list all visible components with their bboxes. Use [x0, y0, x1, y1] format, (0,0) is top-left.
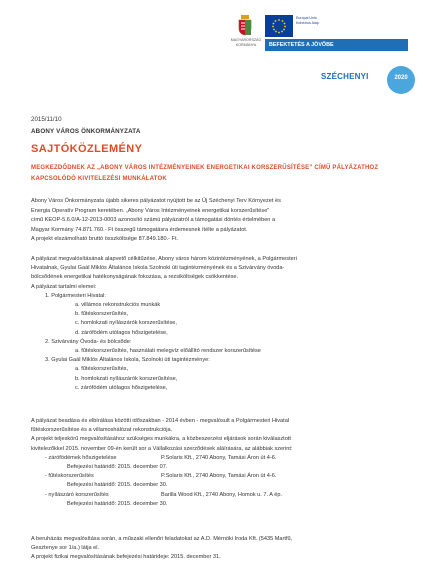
list-item: d. zárófödém utólagos hőszigetelése,	[75, 329, 168, 336]
list-item: a. fűtéskorszerűsítés, használati melegvíz előállító rendszer korszerűsítése	[75, 348, 261, 355]
szechenyi-year: 2020	[394, 75, 408, 81]
list-item: c. homlokzati nyílászárók korszerűsítése,	[75, 320, 177, 327]
government-caption: MAGYARORSZÁG KORMÁNYA	[230, 38, 262, 47]
invest-banner: BEFEKTETÉS A JÖVŐBE	[265, 39, 408, 51]
closing-section: A beruházás megvalósítása során, a műszaki ellenőri feladatokat az A.D. Mérnöki Iroda Kft. (5435 Martfű, Gesztenye sor 1/a.) látja el. A projekt fizikai megvalósításának befejezési határideje: 2015. december 31.	[31, 536, 293, 561]
list-item: c. zárófödém utólagos hőszigetelése,	[75, 384, 168, 391]
document-date: 2015/11/10	[31, 116, 62, 123]
press-release-title: SAJTÓKÖZLEMÉNY	[31, 143, 143, 155]
work-row: - fűtéskorszerűsítés P.Solaris Kft., 2740 Abony, Tamási Áron út 4-6.	[45, 473, 277, 480]
list-item: 1. Polgármesteri Hivatal:	[45, 292, 106, 299]
list-item: 3. Gyulai Gaál Miklós Általános Iskola, Szolnoki úti tagintézménye:	[45, 357, 210, 364]
szechenyi-logo	[321, 66, 413, 98]
list-item: 2. Szivárvány Óvoda- és bölcsőde:	[45, 338, 132, 345]
hungarian-crest-icon	[236, 14, 254, 36]
body-section: A pályázat megvalósításának alapvető célkitűzése, Abony város három közintézményének, a Polgármesteri Hivatalnak, Gyulai Gaál Miklós Általános Iskola Szolnoki úti tagintézményének és a Szivárvány óvoda- bölcsődének energetikai hatékonyságának fokozása, a rezsiköltségek csökkentése. A pályázat tartalmi elemei: 1. Polgármesteri Hivatal: a. villámos rekonstrukciós munkák b. fűtéskorszerűsítés, c. homlokzati nyílászárók korszerűsítése, d. zárófödém utólagos hőszigetelése, 2. Szivárvány Óvoda- és bölcsőde: a. fűtéskorszerűsítés, használati melegvíz előállító rendszer korszerűsítése 3. Gyulai Gaál Miklós Általános Iskola, Szolnoki úti tagintézménye: a. fűtéskorszerűsítés, b. homlokzati nyílászárók korszerűsítése, c. zárófödém utólagos hőszigetelése,	[31, 255, 393, 393]
list-item: b. homlokzati nyílászárók korszerűsítése,	[75, 375, 178, 382]
work-row: - zárófödémek hőszigetelése P.Solaris Kft., 2740 Abony, Tamási Áron út 4-6.	[45, 454, 277, 461]
schedule-section: A pályázat beadása és elbírálása közötti időszakban - 2014 évben - megvalósult a Polgármesteri Hivatal fűtéskorszerűsítése és a villamoshálózat rekonstrukciója. A projekt teljeskörű megvalósításához szükséges munkákra, a közbeszerzési eljárások során kiválasztott kivitelezőkkel 2015. november 09-én került sor a Vállalkozási szerződések aláírására, az alábbiak szerint: - zárófödémek hőszigetelése P.Solaris Kft., 2740 Abony, Tamási Áron út 4-6. Befejezési határidő: 2015. december 07. - fűtéskorszerűsítés P.Solaris Kft., 2740 Abony, Tamási Áron út 4-6. Befejezési határidő: 2015. december 30. - nyílászáró korszerűsítés Barilla Wood Kft., 2740 Abony, Homok u. 7. A ép. Befejezési határidő: 2015. december 30.	[31, 417, 393, 509]
eu-caption: Európai Unió Kohéziós Alap	[296, 16, 319, 25]
szechenyi-text: SZÉCHENYI	[321, 72, 369, 81]
organization-name: ABONY VÁROS ÖNKORMÁNYZATA	[31, 128, 141, 135]
list-item: a. fűtéskorszerűsítés,	[75, 366, 129, 373]
intro-paragraph: Abony Város Önkormányzata újabb sikeres pályázatot nyújtott be az Új Széchenyi Terv Környezet és Energia Operatív Program keretében. „Abony Város Intézményeinek energetikai korszerűsítése" című KEOP-5.6.0/A-12-2013-0003 azonosító számú pályázatról a támogatási döntés értelmében a Magyar Kormány 74.871.760.- Ft összegű támogatásra érdemesnek ítélte a pályázatot. A projekt elszámolható bruttó összköltsége 87.849.180.- Ft.	[31, 198, 281, 243]
list-item: b. fűtéskorszerűsítés,	[75, 311, 129, 318]
eu-flag-icon	[265, 15, 293, 37]
list-item: a. villámos rekonstrukciós munkák	[75, 302, 161, 309]
release-heading: MEGKEZDŐDNEK AZ „ABONY VÁROS INTÉZMÉNYEINEK ENERGETIKAI KORSZERŰSÍTÉSE” CÍMŰ PÁLYÁZATHOZ KAPCSOLÓDÓ KIVITELEZÉSI MUNKÁLATOK	[31, 165, 379, 182]
work-row: - nyílászáró korszerűsítés Barilla Wood Kft., 2740 Abony, Homok u. 7. A ép.	[45, 491, 283, 498]
